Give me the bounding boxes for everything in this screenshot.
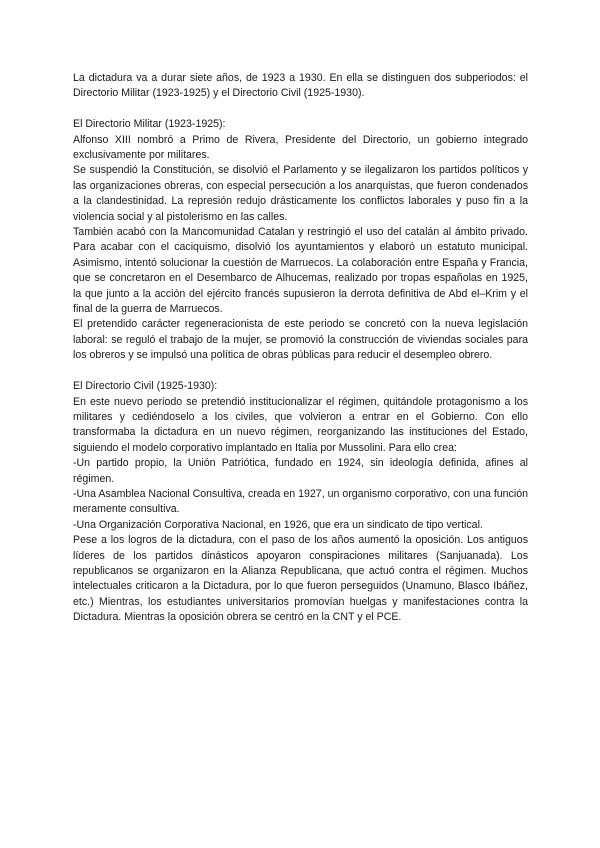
militar-paragraph-3: También acabó con la Mancomunidad Catalan y restringió el uso del catalán al ámbito privado. Para acabar con el caciquismo, disolvió los ayuntamientos y elaboró un estatuto municipal. Asimismo, intentó solucionar la cuestión de Marruecos. La colaboración entre España y Francia, que se concretaron en el Desembarco de Alhucemas, realizado por tropas españolas en 1925, la que junto a la acción del ejército francés supusieron la derrota definitiva de Abd el–Krim y el final de la guerra de Marruecos. (73, 226, 528, 316)
civil-heading: El Directorio Civil (1925-1930): (73, 380, 218, 393)
militar-paragraph-4: El pretendido carácter regeneracionista de este periodo se concretó con la nueva legislación laboral: se reguló el trabajo de la mujer, se promovió la construcción de viviendas sociales para los obreros y se impulsó una política de obras públicas para reducir el desempleo obrero. (73, 318, 528, 362)
document-body (73, 71, 528, 626)
civil-paragraph-2: -Un partido propio, la Unión Patriótica, fundado en 1924, sin ideología definida, afines al régimen. (73, 457, 528, 485)
civil-paragraph-3: -Una Asamblea Nacional Consultiva, creada en 1927, un organismo corporativo, con una función meramente consultiva. (73, 487, 528, 516)
militar-paragraph-2: Se suspendió la Constitución, se disolvió el Parlamento y se ilegalizaron los partidos políticos y las organizaciones obreras, con especial persecución a los anarquistas, que fueron condenados a la clandestinidad. La represión redujo drásticamente los conflictos laborales y puso fin a la violencia social y al pistolerismo en las calles. (73, 164, 528, 223)
militar-paragraph-1: Alfonso XIII nombró a Primo de Rivera, Presidente del Directorio, un gobierno integrado exclusivamente por militares. (73, 133, 528, 162)
section-spacer (73, 364, 528, 379)
section-spacer (73, 102, 528, 117)
intro-paragraph: La dictadura va a durar siete años, de 1923 a 1930. En ella se distinguen dos subperiodos: el Directorio Militar (1923-1925) y el Directorio Civil (1925-1930). (73, 72, 528, 100)
militar-heading: El Directorio Militar (1923-1925): (73, 118, 226, 131)
civil-paragraph-5: Pese a los logros de la dictadura, con el paso de los años aumentó la oposición. Los antiguos líderes de los partidos dinásticos apoyaron conspiraciones militares (Sanjuanada). Los republicanos se organizaron en la Alianza Republicana, que actuó contra el régimen. Muchos intelectuales criticaron a la Dictadura, por lo que fueron perseguidos (Unamuno, Blasco Ibáñez, etc.) Mientras, los estudiantes universitarios promovían huelgas y manifestaciones contra la Dictadura. Mientras la oposición obrera se centró en la CNT y el PCE. (73, 534, 528, 624)
civil-paragraph-4: -Una Organización Corporativa Nacional, en 1926, que era un sindicato de tipo vertical. (73, 518, 483, 531)
civil-paragraph-1: En este nuevo periodo se pretendió institucionalizar el régimen, quitándole protagonismo a los militares y cediéndoselo a los civiles, que volvieron a entrar en el Gobierno. Con ello transformaba la dictadura en un nuevo régimen, reorganizando las instituciones del Estado, siguiendo el modelo corporativo implantado en Italia por Mussolini. Para ello crea: (73, 395, 528, 454)
